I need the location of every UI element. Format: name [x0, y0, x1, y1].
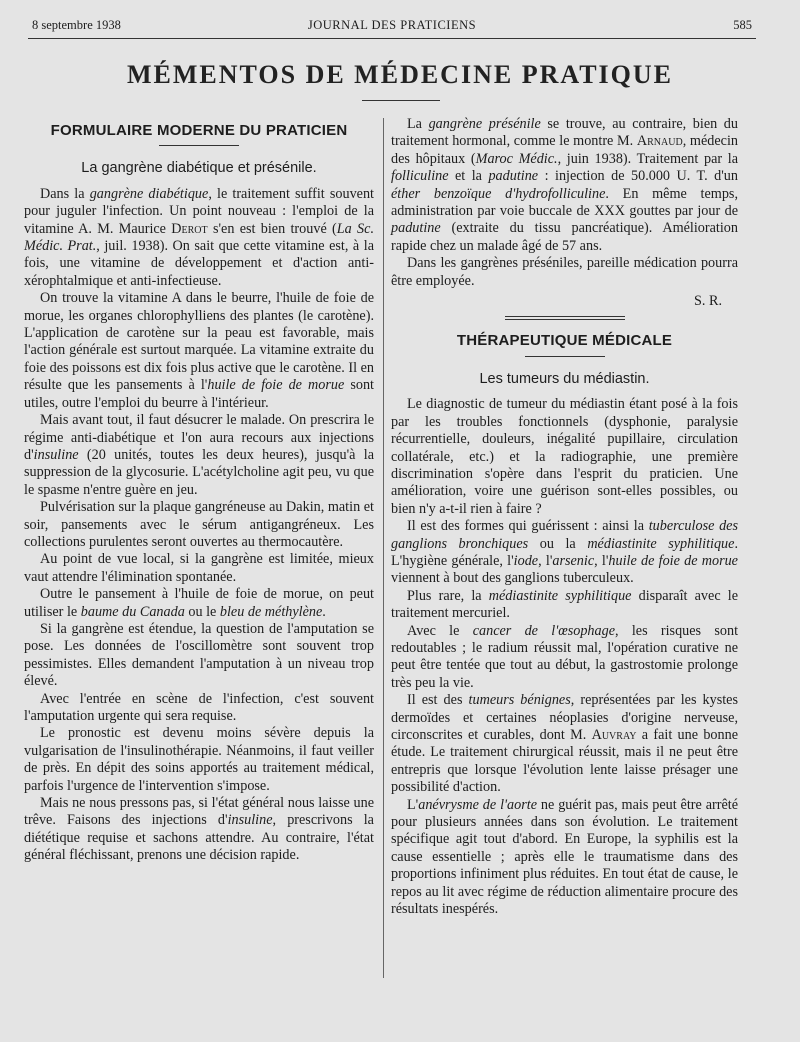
article-title-gangrene: La gangrène diabétique et présénile. — [81, 160, 317, 177]
paragraph: Avec l'entrée en scène de l'infection, c'est souvent l'amputation urgente qui sera requise. — [24, 690, 374, 724]
section-heading-therapeutique: THÉRAPEUTIQUE MÉDICALE — [456, 332, 673, 350]
article-title-mediastin: Les tumeurs du médiastin. — [479, 370, 650, 387]
paragraph: La gangrène présénile se trouve, au contraire, bien du traitement hormonal, comme le montre M. Arnaud, médecin des hôpitaux (Maroc Médic., juin 1938). Traitement par la folliculine et la padutine : injection de 50.000 U. T. d'un éther benzoïque d'hydrofolliculine. En même temps, administration par voie buccale de XXX gouttes par jour de padutine (extraite du tissu pancréatique). Amélioration rapide chez un malade âgé de 57 ans. — [391, 116, 739, 254]
paragraph: Mais ne nous pressons pas, si l'état général nous laisse une trêve. Faisons des injections d'insuline, prescrivons la diététique requise et sachons attendre. Au contraire, l'état général fléchissant, prenons une décision rapide. — [24, 795, 374, 864]
paragraph: Le pronostic est devenu moins sévère depuis la vulgarisation de l'insulinothérapie. Néanmoins, il faut veiller de près. En dépit des soins apportés au traitement médical, parfois l'urgence de l'intervention s'impose. — [24, 725, 374, 794]
paragraph: Avec le cancer de l'œsophage, les risques sont redoutables ; le radium réussit mal, l'opération curative ne peut être tentée que tout au début, la gastrostomie prolonge très peu la vie. — [391, 622, 739, 691]
section-rule — [159, 145, 239, 146]
page-number: 585 — [733, 18, 752, 32]
paragraph: Plus rare, la médiastinite syphilitique disparaît avec le traitement mercuriel. — [391, 587, 739, 622]
paragraph: Il est des tumeurs bénignes, représentées par les kystes dermoïdes et certaines néoplasies d'origine nerveuse, circonscrites et curables, dont M. Auvray a fait une bonne étude. Le traitement chirurgical réussit, mais il ne peut être entrepris que lorsque l'évolution lente laisse présager une possibilité d'action. — [391, 692, 739, 796]
running-header — [28, 14, 756, 36]
paragraph: Dans les gangrènes préséniles, pareille médication pourra être employée. — [391, 255, 738, 289]
paragraph: Dans la gangrène diabétique, le traitement suffit souvent pour juguler l'infection. Un point nouveau : l'emploi de la vitamine A. M. Maurice Derot s'en est bien trouvé (La Sc. Médic. Prat., juil. 1938). On sait que cette vitamine est, à la fois, une vitamine de développement et d'action anti-xérophtalmique et anti-infectieuse. — [24, 185, 374, 289]
paragraph: Il est des formes qui guérissent : ainsi la tuberculose des ganglions bronchiques ou la médiastinite syphilitique. L'hygiène générale, l'iode, l'arsenic, l'huile de foie de morue viennent à bout des ganglions tuberculeux. — [391, 518, 739, 587]
paragraph: On trouve la vitamine A dans le beurre, l'huile de foie de morue, les organes chlorophylliens des plantes (le carotène). L'application de carotène sur la peau est favorable, mais l'action générale est surtout marquée. La vitamine extraite du foie des poissons est dix fois plus active que le carotène. Il en résulte que les pansements à l'huile de foie de morue sont utiles, outre l'emploi du beurre à l'intérieur. — [24, 290, 374, 411]
section-rule — [525, 356, 605, 357]
paragraph: Outre le pansement à l'huile de foie de morue, on peut utiliser le baume du Canada ou le bleu de méthylène. — [24, 586, 374, 620]
column-separator — [383, 118, 384, 978]
signature: S. R. — [694, 293, 722, 310]
header-date: 8 septembre 1938 — [32, 18, 121, 32]
page-title: MÉMENTOS DE MÉDECINE PRATIQUE — [126, 60, 674, 89]
header-rule — [28, 38, 756, 39]
paragraph: Au point de vue local, si la gangrène est limitée, mieux vaut attendre l'élimination spontanée. — [24, 551, 374, 585]
paragraph: Le diagnostic de tumeur du médiastin étant posé à la fois par les troubles fonctionnels (dysphonie, paralysie récurrentielle, douleurs, inégalité pupillaire, circulation collatérale, etc.) et la radiographie, une première discrimination s'opère dans l'esprit du praticien. Une amélioration, voire une guérison sont-elles possibles, ou bien n'y a-t-il rien à faire ? — [391, 396, 738, 517]
section-heading-formulaire: FORMULAIRE MODERNE DU PRATICIEN — [50, 122, 348, 139]
paragraph: Si la gangrène est étendue, la question de l'amputation se pose. Les données de l'oscillomètre sont souvent trop pessimistes. Elles demandent l'amputation à un niveau trop élevé. — [24, 620, 374, 690]
paragraph: Mais avant tout, il faut désucrer le malade. On prescrira le régime anti-diabétique et l'on aura recours aux injections d'insuline (20 unités, toutes les deux heures), jusqu'à la suppression de la glycosurie. L'acétylcholine agit peu, vu que le spasme n'entre guère en jeu. — [24, 412, 374, 498]
paragraph: L'anévrysme de l'aorte ne guérit pas, mais peut être arrêté pour plusieurs années dans son évolution. Le traitement spécifique agit tout d'abord. En Europe, la syphilis est la cause essentielle ; après elle le traumatisme dans des proportions infiniment plus réduites. En tout état de cause, le repos au lit avec régime de réduction alimentaire procure des résultats inespérés. — [391, 796, 738, 918]
double-rule — [505, 316, 625, 320]
title-rule — [362, 100, 440, 101]
paragraph: Pulvérisation sur la plaque gangréneuse au Dakin, matin et soir, pansements avec le sérum antigangréneux. Les collections purulentes seront ouvertes au thermocautère. — [24, 499, 374, 550]
right-column — [391, 116, 738, 918]
left-column — [24, 116, 374, 865]
journal-title: JOURNAL DES PRATICIENS — [307, 18, 477, 32]
